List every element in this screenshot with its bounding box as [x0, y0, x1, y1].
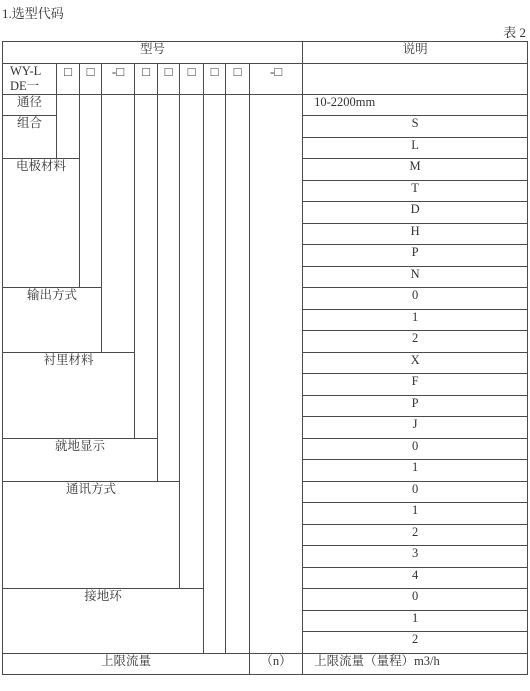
- model-prefix: [3, 63, 57, 94]
- code-box: □: [226, 63, 250, 94]
- output-label: 输出方式: [3, 288, 102, 353]
- output-code: 0: [303, 288, 528, 310]
- table-row: [3, 653, 528, 675]
- comm-code: 4: [303, 567, 528, 589]
- description-header: 说明: [303, 42, 528, 64]
- lining-code: J: [303, 417, 528, 439]
- electrode-code: N: [303, 266, 528, 288]
- code-box: □: [158, 63, 180, 94]
- ground-code: 1: [303, 610, 528, 632]
- flow-label: 上限流量: [3, 653, 250, 675]
- table-header-row: [3, 42, 528, 64]
- combination-code: L: [303, 137, 528, 159]
- ground-label: 接地环: [3, 589, 204, 654]
- output-code: 2: [303, 331, 528, 353]
- lining-code: F: [303, 374, 528, 396]
- code-box: □: [80, 63, 102, 94]
- section-heading: 1.选型代码: [2, 6, 64, 21]
- code-box: □: [180, 63, 204, 94]
- comm-code: 2: [303, 524, 528, 546]
- comm-label: 通讯方式: [3, 481, 180, 589]
- electrode-label: 电极材料: [3, 159, 80, 288]
- model-prefix-line1: WY-L: [10, 63, 42, 78]
- ground-code: 0: [303, 589, 528, 611]
- lining-code: P: [303, 395, 528, 417]
- combination-code: S: [303, 116, 528, 138]
- diameter-label: 通径: [3, 94, 57, 116]
- table-row: [3, 94, 528, 116]
- lining-code: X: [303, 352, 528, 374]
- flow-desc: 上限流量（量程）m3/h: [303, 653, 528, 675]
- display-code: 0: [303, 438, 528, 460]
- code-box: □: [135, 63, 158, 94]
- electrode-code: M: [303, 159, 528, 181]
- model-prefix-line2: DE一: [10, 78, 40, 93]
- code-box-dash: -□: [102, 63, 135, 94]
- comm-code: 0: [303, 481, 528, 503]
- lining-label: 衬里材料: [3, 352, 135, 438]
- model-header: 型号: [3, 42, 303, 64]
- model-selection-table: [2, 41, 528, 675]
- electrode-code: T: [303, 180, 528, 202]
- electrode-code: D: [303, 202, 528, 224]
- display-code: 1: [303, 460, 528, 482]
- code-box: □: [57, 63, 80, 94]
- comm-code: 3: [303, 546, 528, 568]
- electrode-code: H: [303, 223, 528, 245]
- comm-code: 1: [303, 503, 528, 525]
- electrode-code: P: [303, 245, 528, 267]
- ground-code: 2: [303, 632, 528, 654]
- flow-code: （n）: [250, 653, 303, 675]
- table-number: 表 2: [503, 25, 526, 40]
- display-label: 就地显示: [3, 438, 158, 481]
- code-box-dash: -□: [250, 63, 303, 94]
- code-box: □: [204, 63, 226, 94]
- combination-label: 组合: [3, 116, 57, 159]
- model-code-row: [3, 63, 528, 94]
- diameter-desc: 10-2200mm: [303, 94, 528, 116]
- output-code: 1: [303, 309, 528, 331]
- description-cell: [303, 63, 528, 94]
